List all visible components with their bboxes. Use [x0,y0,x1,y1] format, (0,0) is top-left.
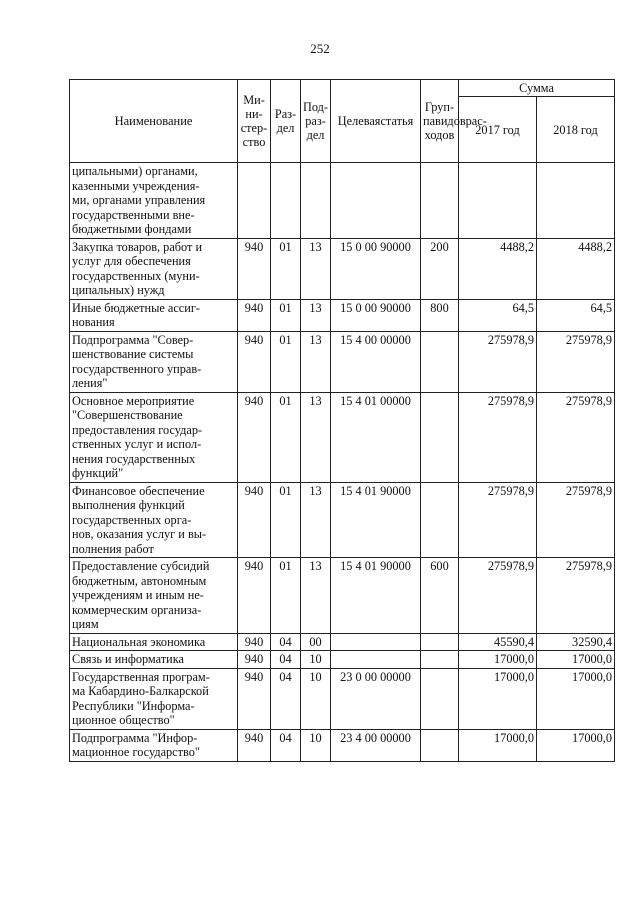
table-row [70,238,615,299]
row-sum-2018: 17000,0 [537,668,615,729]
row-name: Финансовое обеспечение выполнения функций государственных орга- нов, оказания услуг и вы- полнения работ [70,482,238,558]
row-target-item [331,633,421,651]
row-sum-2018: 275978,9 [537,558,615,634]
row-target-item: 15 4 01 90000 [331,482,421,558]
row-name: Связь и информатика [70,651,238,669]
table-row [70,558,615,634]
row-name: Закупка товаров, работ и услуг для обеспечения государственных (муни- ципальных) нужд [70,238,238,299]
row-subsection: 13 [301,482,331,558]
row-name: Подпрограмма "Инфор- мационное государство" [70,729,238,761]
row-section: 01 [271,558,301,634]
row-ministry: 940 [238,392,271,482]
row-expense-group: 600 [421,558,459,634]
row-target-item: 15 4 00 00000 [331,331,421,392]
row-subsection: 00 [301,633,331,651]
row-sum-2017: 17000,0 [459,651,537,669]
row-sum-2017: 64,5 [459,299,537,331]
table-row [70,331,615,392]
page-number: 252 [310,41,330,56]
row-sum-2017: 275978,9 [459,392,537,482]
row-ministry: 940 [238,558,271,634]
row-target-item: 23 0 00 00000 [331,668,421,729]
row-expense-group: 800 [421,299,459,331]
table-row [70,651,615,669]
table-row [70,633,615,651]
row-sum-2018: 64,5 [537,299,615,331]
row-name: Национальная экономика [70,633,238,651]
row-expense-group [421,163,459,239]
row-subsection: 10 [301,729,331,761]
row-target-item: 15 0 00 90000 [331,238,421,299]
header-row [70,80,615,97]
row-ministry: 940 [238,633,271,651]
table-row [70,163,615,239]
header-target-item: Целеваястатья [331,80,421,163]
row-expense-group [421,331,459,392]
row-sum-2017 [459,163,537,239]
row-ministry [238,163,271,239]
row-name: Предоставление субсидий бюджетным, автономным учреждениям и иным не- коммерческим организа- циям [70,558,238,634]
header-sum: Сумма [459,80,615,97]
row-sum-2017: 17000,0 [459,668,537,729]
row-target-item: 15 4 01 90000 [331,558,421,634]
header-ministry: Ми-ни-стер-ство [238,80,271,163]
row-sum-2017: 275978,9 [459,331,537,392]
row-sum-2018: 17000,0 [537,651,615,669]
row-expense-group [421,633,459,651]
row-section: 04 [271,729,301,761]
row-sum-2017: 17000,0 [459,729,537,761]
table-row [70,729,615,761]
table-row [70,668,615,729]
row-sum-2018: 32590,4 [537,633,615,651]
row-section: 01 [271,331,301,392]
row-expense-group [421,729,459,761]
row-section: 04 [271,633,301,651]
table-row [70,299,615,331]
header-year-2017: 2017 год [459,97,537,163]
row-target-item [331,651,421,669]
row-subsection [301,163,331,239]
row-section: 01 [271,392,301,482]
row-section: 04 [271,668,301,729]
header-section: Раз-дел [271,80,301,163]
row-name: Подпрограмма "Совер- шенствование системы государственного управ- ления" [70,331,238,392]
row-subsection: 13 [301,331,331,392]
header-year-2018: 2018 год [537,97,615,163]
row-subsection: 13 [301,238,331,299]
row-target-item: 15 0 00 90000 [331,299,421,331]
row-expense-group [421,392,459,482]
row-section: 01 [271,482,301,558]
row-subsection: 13 [301,299,331,331]
row-target-item: 23 4 00 00000 [331,729,421,761]
header-subsection: Под-раз-дел [301,80,331,163]
row-sum-2017: 4488,2 [459,238,537,299]
budget-table [69,79,615,762]
row-ministry: 940 [238,299,271,331]
row-sum-2018 [537,163,615,239]
header-expense-group: Груп-павидоврас-ходов [421,80,459,163]
row-target-item: 15 4 01 00000 [331,392,421,482]
row-subsection: 13 [301,392,331,482]
row-ministry: 940 [238,238,271,299]
row-expense-group [421,668,459,729]
row-sum-2018: 275978,9 [537,392,615,482]
row-subsection: 10 [301,668,331,729]
row-name: Государственная програм- ма Кабардино-Балкарской Республики "Информа- ционное общество" [70,668,238,729]
row-target-item [331,163,421,239]
row-subsection: 10 [301,651,331,669]
row-name: Основное мероприятие "Совершенствование предоставления государ- ственных услуг и испол- нения государственных функций" [70,392,238,482]
row-name: Иные бюджетные ассиг- нования [70,299,238,331]
table-row [70,482,615,558]
row-sum-2018: 275978,9 [537,331,615,392]
row-section: 01 [271,238,301,299]
row-section [271,163,301,239]
row-ministry: 940 [238,668,271,729]
table-body [70,163,615,762]
row-name: ципальными) органами, казенными учреждения- ми, органами управления государственными вне- бюджетными фондами [70,163,238,239]
row-sum-2017: 275978,9 [459,482,537,558]
row-ministry: 940 [238,729,271,761]
row-sum-2018: 17000,0 [537,729,615,761]
row-sum-2018: 4488,2 [537,238,615,299]
row-section: 01 [271,299,301,331]
row-ministry: 940 [238,651,271,669]
row-sum-2017: 275978,9 [459,558,537,634]
table-row [70,392,615,482]
row-expense-group: 200 [421,238,459,299]
row-sum-2017: 45590,4 [459,633,537,651]
header-name: Наименование [70,80,238,163]
row-subsection: 13 [301,558,331,634]
row-ministry: 940 [238,331,271,392]
row-expense-group [421,651,459,669]
row-expense-group [421,482,459,558]
row-section: 04 [271,651,301,669]
row-ministry: 940 [238,482,271,558]
row-sum-2018: 275978,9 [537,482,615,558]
